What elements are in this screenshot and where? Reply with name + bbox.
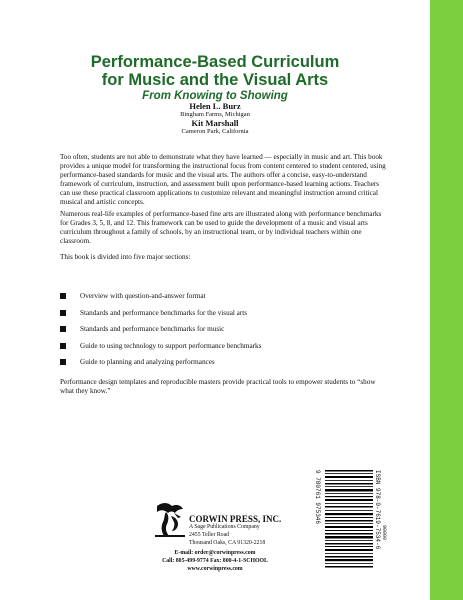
list-item: Overview with question-and-answer format: [60, 292, 390, 309]
list-item: Guide to planning and analyzing performances: [60, 358, 390, 375]
closing-paragraph: Performance design templates and reproducible masters provide practical tools to empower students to “show what they know.”: [60, 378, 376, 395]
list-item: Standards and performance benchmarks for the visual arts: [60, 309, 390, 326]
publisher-phone: Call: 805-499-9774 Fax: 800-4-1-SCHOOL: [162, 558, 268, 564]
publisher-line-2: 2455 Teller Road: [189, 532, 230, 538]
publisher-website: www.corwinpress.com: [187, 566, 243, 572]
bullet-square-icon: [60, 326, 66, 332]
title-line-1: Performance-Based Curriculum: [90, 53, 340, 71]
publisher-name: CORWIN PRESS, INC.: [189, 514, 282, 524]
list-item: Guide to using technology to support performance benchmarks: [60, 342, 390, 359]
publisher-logo-icon: [154, 500, 186, 538]
description-paragraph-2: Numerous real-life examples of performance-based fine arts are illustrated along with performance benchmarks for Grades 3, 5, 8, and 12. This framework can be used to guide the development of a music and visual arts curriculum throughout a family of schools, by an instructional team, or by individual teachers within one classroom.: [60, 210, 382, 245]
isbn-text: ISBN 978-0-7619-7534-6: [374, 470, 381, 550]
author-affiliation-2: Cameron Park, California: [181, 128, 249, 135]
barcode-number: 9 780761 975346: [314, 470, 321, 525]
description-paragraph-1: Too often, students are not able to demonstrate what they have learned — especially in music and art. This book provides a unique model for transforming the instructional focus from content centered to student centered, using performance-based standards for music and the visual arts. The authors offer a concise, easy-to-understand framework of curriculum, instruction, and assessment built upon performance-based learning actions. Teachers can use these practical classroom applications to customize relevant and meaningful instruction around critical musical and artistic concepts.: [60, 153, 386, 206]
sections-intro: This book is divided into five major sections:: [60, 253, 191, 261]
publisher-email: E-mail: order@corwinpress.com: [174, 550, 256, 556]
green-spine-band: [430, 0, 463, 600]
list-item: Standards and performance benchmarks for music: [60, 325, 390, 342]
author-affiliation-1: Bingham Farms, Michigan: [180, 111, 250, 118]
bullet-square-icon: [60, 343, 66, 349]
bullet-square-icon: [60, 293, 66, 299]
title-line-2: for Music and the Visual Arts: [101, 71, 329, 89]
author-name-1: Helen L. Burz: [189, 101, 241, 111]
bullet-square-icon: [60, 359, 66, 365]
subtitle: From Knowing to Showing: [142, 90, 288, 102]
sections-list: [60, 292, 390, 375]
price-code: 90000: [381, 525, 387, 541]
bullet-square-icon: [60, 310, 66, 316]
publisher-line-1: A Sage Publications Company: [189, 524, 260, 530]
publisher-line-3: Thousand Oaks, CA 91320-2218: [189, 540, 266, 546]
author-name-2: Kit Marshall: [191, 118, 239, 128]
